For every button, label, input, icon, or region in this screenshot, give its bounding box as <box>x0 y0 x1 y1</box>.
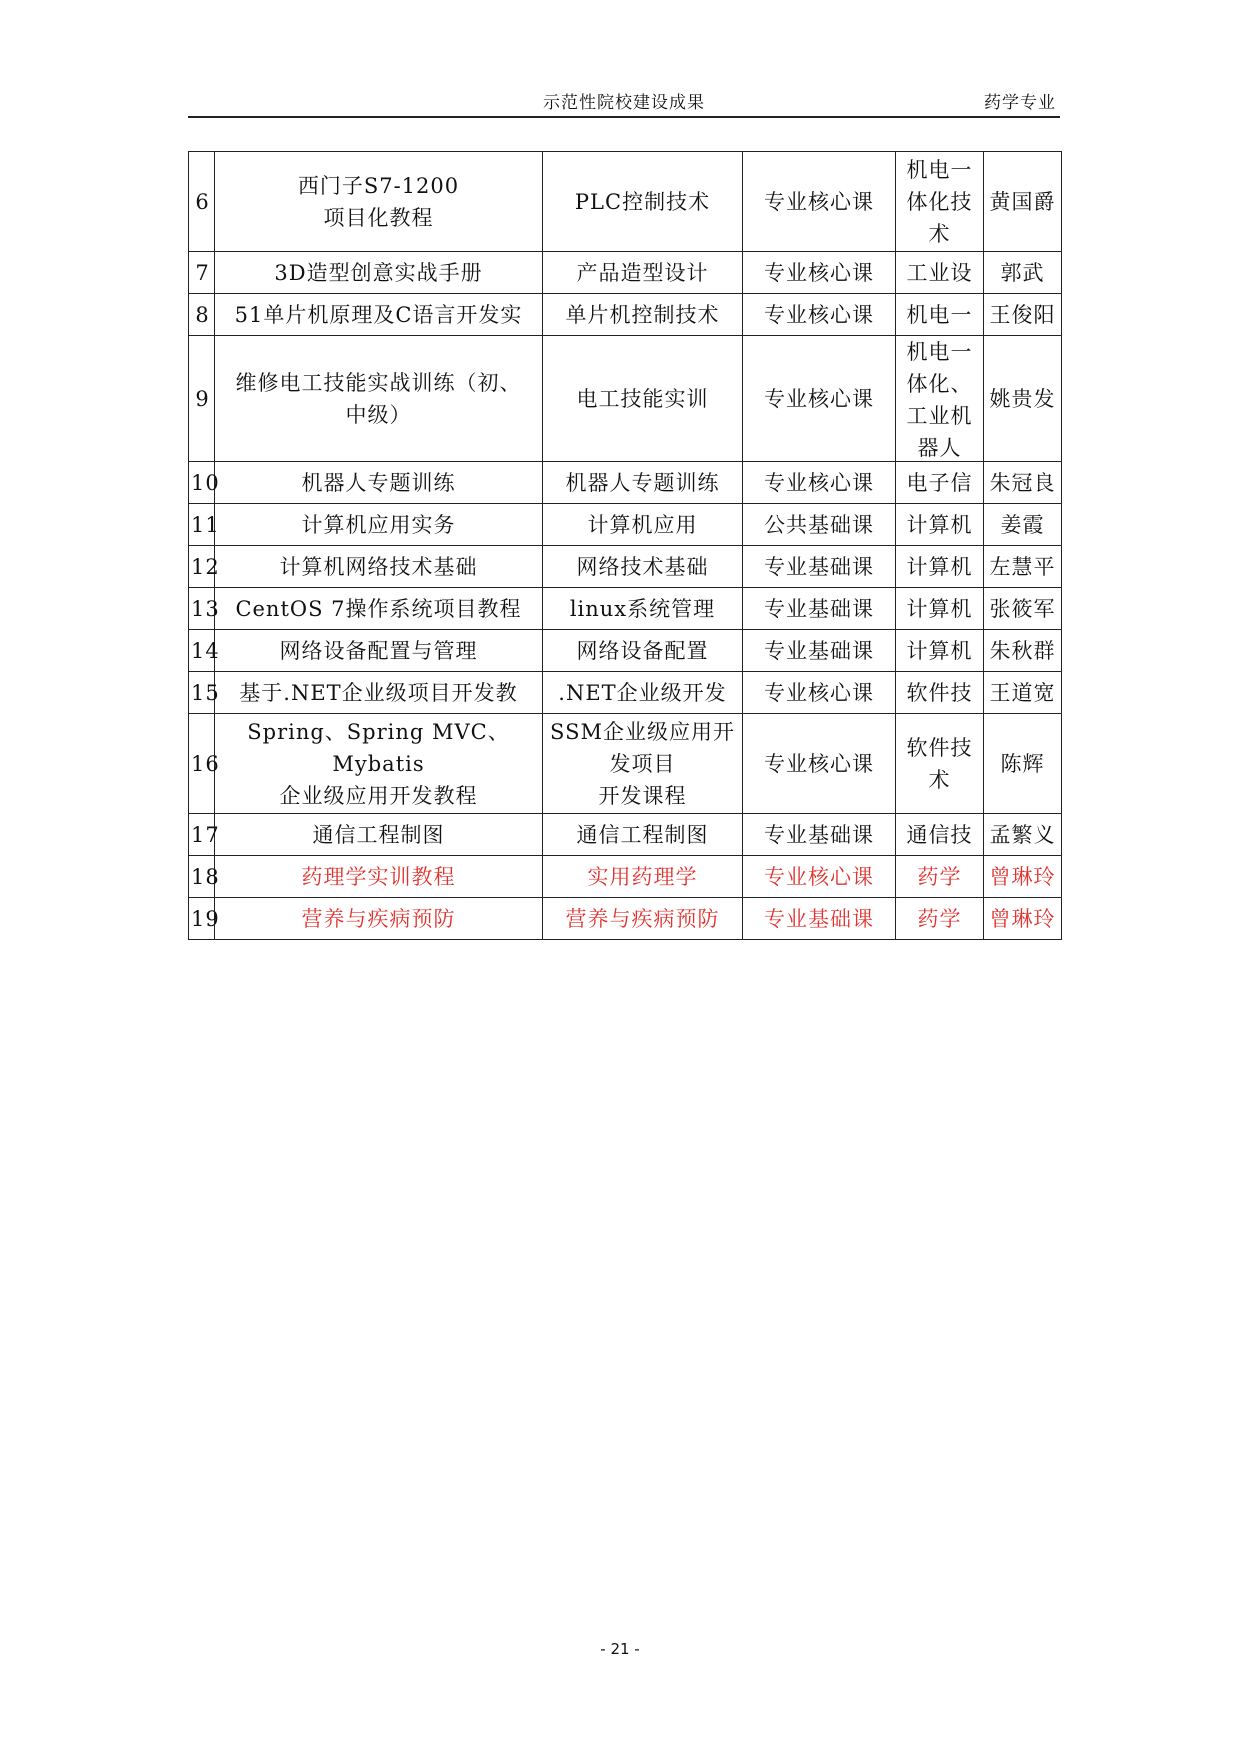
textbook-name-text: 营养与疾病预防 <box>301 906 456 931</box>
applicable-major-text: 计算机 <box>906 596 973 621</box>
course-type <box>743 252 896 294</box>
row-number <box>189 252 215 294</box>
table-row <box>189 294 1062 336</box>
course-type-text: 专业核心课 <box>764 189 874 214</box>
applicable-major <box>896 856 984 898</box>
applicable-major <box>896 252 984 294</box>
editor-name-text: 曾琳玲 <box>989 906 1056 931</box>
row-number-text: 13 <box>191 596 220 621</box>
textbook-name-text: 计算机应用实务 <box>301 512 456 537</box>
course-name <box>543 252 743 294</box>
applicable-major <box>896 546 984 588</box>
textbook-name-text: 3D造型创意实战手册 <box>274 260 483 285</box>
editor-name-text: 黄国爵 <box>989 189 1056 214</box>
textbook-name-text: 基于.NET企业级项目开发教 <box>239 680 518 705</box>
row-number-text: 18 <box>191 864 220 889</box>
editor-name <box>984 898 1062 940</box>
textbook-name <box>215 588 543 630</box>
row-number-text: 7 <box>195 260 210 285</box>
course-name <box>543 504 743 546</box>
textbook-name-text: 51单片机原理及C语言开发实 <box>234 302 523 327</box>
textbook-name-text: 通信工程制图 <box>312 822 445 847</box>
row-number <box>189 814 220 856</box>
course-name-text: 网络设备配置 <box>576 638 709 663</box>
course-type-text: 专业核心课 <box>764 470 874 495</box>
course-type <box>743 152 896 252</box>
applicable-major-text: 计算机 <box>906 512 973 537</box>
course-type <box>743 294 896 336</box>
applicable-major-text: 计算机 <box>906 638 973 663</box>
applicable-major-text: 电子信 <box>906 470 973 495</box>
page-header <box>188 82 1060 118</box>
applicable-major-text: 软件技 <box>906 680 973 705</box>
textbook-name-text: 西门子S7-1200 项目化教程 <box>297 173 460 230</box>
row-number <box>189 588 220 630</box>
editor-name-text: 朱秋群 <box>989 638 1056 663</box>
table-row <box>189 504 1062 546</box>
editor-name <box>984 814 1062 856</box>
editor-name-text: 孟繁义 <box>989 822 1056 847</box>
textbook-name <box>215 898 543 940</box>
table-row <box>189 588 1062 630</box>
applicable-major <box>896 714 984 814</box>
course-name <box>543 856 743 898</box>
applicable-major-text: 机电一 <box>906 302 973 327</box>
textbook-name <box>215 294 543 336</box>
page-number: - 21 - <box>600 1640 640 1658</box>
textbook-table-body <box>189 152 1062 940</box>
row-number-text: 9 <box>195 386 210 411</box>
table-row <box>189 856 1062 898</box>
textbook-name <box>215 814 543 856</box>
course-name <box>543 546 743 588</box>
editor-name <box>984 504 1062 546</box>
applicable-major <box>896 630 984 672</box>
row-number-text: 11 <box>191 512 220 537</box>
applicable-major-text: 机电一 体化技 术 <box>906 157 973 246</box>
textbook-name <box>215 152 543 252</box>
editor-name <box>984 462 1062 504</box>
course-type-text: 专业基础课 <box>764 906 874 931</box>
row-number <box>189 504 220 546</box>
course-name <box>543 152 743 252</box>
textbook-name <box>215 462 543 504</box>
course-type <box>743 504 896 546</box>
course-type <box>743 588 896 630</box>
textbook-name <box>215 630 543 672</box>
row-number <box>189 336 215 462</box>
course-type-text: 专业核心课 <box>764 680 874 705</box>
row-number <box>189 856 220 898</box>
course-type-text: 专业核心课 <box>764 751 874 776</box>
textbook-name-text: 维修电工技能实战训练（初、 中级） <box>235 370 522 427</box>
applicable-major-text: 机电一 体化、 工业机 器人 <box>906 340 973 460</box>
row-number-text: 14 <box>191 638 220 663</box>
row-number <box>189 462 220 504</box>
applicable-major <box>896 588 984 630</box>
textbook-name-text: Spring、Spring MVC、Mybatis 企业级应用开发教程 <box>247 719 510 808</box>
table-row <box>189 546 1062 588</box>
row-number-text: 10 <box>191 470 220 495</box>
course-name <box>543 462 743 504</box>
textbook-name <box>215 714 543 814</box>
course-name-text: PLC控制技术 <box>574 189 711 214</box>
editor-name <box>984 630 1062 672</box>
row-number <box>189 546 220 588</box>
row-number <box>189 630 220 672</box>
course-name-text: .NET企业级开发 <box>558 680 727 705</box>
course-name-text: 实用药理学 <box>587 864 698 889</box>
row-number-text: 15 <box>191 680 220 705</box>
section-label: 药学专业 <box>984 93 1056 113</box>
editor-name <box>984 252 1062 294</box>
row-number-text: 16 <box>191 751 220 776</box>
editor-name-text: 张筱军 <box>989 596 1056 621</box>
course-type <box>743 898 896 940</box>
course-type <box>743 336 896 462</box>
course-type-text: 专业核心课 <box>764 386 874 411</box>
editor-name-text: 陈辉 <box>1000 751 1045 776</box>
textbook-name <box>215 856 543 898</box>
applicable-major <box>896 504 984 546</box>
applicable-major <box>896 814 984 856</box>
applicable-major-text: 药学 <box>917 864 962 889</box>
course-name <box>543 814 743 856</box>
course-name <box>543 898 743 940</box>
course-name-text: 产品造型设计 <box>576 260 709 285</box>
applicable-major <box>896 294 984 336</box>
applicable-major-text: 药学 <box>917 906 962 931</box>
course-type-text: 公共基础课 <box>764 512 874 537</box>
row-number <box>189 672 220 714</box>
textbook-name-text: 计算机网络技术基础 <box>279 554 478 579</box>
editor-name-text: 曾琳玲 <box>989 864 1056 889</box>
editor-name <box>984 294 1062 336</box>
table-row <box>189 152 1062 252</box>
row-number-text: 6 <box>195 189 210 214</box>
table-row <box>189 252 1062 294</box>
textbook-name <box>215 336 543 462</box>
course-name-text: 营养与疾病预防 <box>565 906 720 931</box>
table-row <box>189 462 1062 504</box>
applicable-major-text: 计算机 <box>906 554 973 579</box>
table-row <box>189 714 1062 814</box>
editor-name-text: 王道宽 <box>989 680 1056 705</box>
course-name <box>543 588 743 630</box>
editor-name-text: 郭武 <box>1000 260 1045 285</box>
course-type-text: 专业基础课 <box>764 596 874 621</box>
course-type <box>743 546 896 588</box>
textbook-table <box>188 151 1062 940</box>
applicable-major <box>896 336 984 462</box>
course-name <box>543 714 743 814</box>
textbook-name-text: 网络设备配置与管理 <box>279 638 478 663</box>
editor-name <box>984 672 1062 714</box>
row-number-text: 8 <box>195 302 210 327</box>
course-name <box>543 672 743 714</box>
editor-name <box>984 336 1062 462</box>
course-name-text: 机器人专题训练 <box>565 470 720 495</box>
textbook-name <box>215 252 543 294</box>
editor-name-text: 姜霞 <box>1000 512 1045 537</box>
editor-name <box>984 856 1062 898</box>
textbook-name <box>215 672 543 714</box>
course-type <box>743 814 896 856</box>
row-number-text: 17 <box>191 822 220 847</box>
course-type <box>743 856 896 898</box>
course-name <box>543 336 743 462</box>
row-number-text: 12 <box>191 554 220 579</box>
textbook-name-text: 机器人专题训练 <box>301 470 456 495</box>
course-type <box>743 462 896 504</box>
course-type <box>743 672 896 714</box>
table-row <box>189 814 1062 856</box>
course-type <box>743 630 896 672</box>
editor-name <box>984 588 1062 630</box>
editor-name-text: 姚贵发 <box>989 386 1056 411</box>
table-row <box>189 898 1062 940</box>
course-type-text: 专业核心课 <box>764 260 874 285</box>
row-number <box>189 294 215 336</box>
course-name-text: 单片机控制技术 <box>565 302 720 327</box>
course-name <box>543 294 743 336</box>
editor-name-text: 左慧平 <box>989 554 1056 579</box>
applicable-major <box>896 462 984 504</box>
course-name-text: 网络技术基础 <box>576 554 709 579</box>
editor-name <box>984 714 1062 814</box>
course-name-text: 电工技能实训 <box>576 386 709 411</box>
applicable-major-text: 通信技 <box>906 822 973 847</box>
table-row <box>189 630 1062 672</box>
textbook-name-text: 药理学实训教程 <box>301 864 456 889</box>
course-type <box>743 714 896 814</box>
textbook-name-text: CentOS 7操作系统项目教程 <box>235 596 522 621</box>
editor-name-text: 王俊阳 <box>989 302 1056 327</box>
course-name-text: linux系统管理 <box>569 596 716 621</box>
editor-name <box>984 546 1062 588</box>
document-title: 示范性院校建设成果 <box>543 93 705 113</box>
applicable-major <box>896 152 984 252</box>
course-name-text: 计算机应用 <box>587 512 698 537</box>
course-type-text: 专业基础课 <box>764 822 874 847</box>
course-name <box>543 630 743 672</box>
course-type-text: 专业核心课 <box>764 864 874 889</box>
row-number <box>189 152 215 252</box>
course-name-text: SSM企业级应用开 发项目 开发课程 <box>550 719 735 808</box>
editor-name-text: 朱冠良 <box>989 470 1056 495</box>
row-number <box>189 714 220 814</box>
course-type-text: 专业基础课 <box>764 554 874 579</box>
editor-name <box>984 152 1062 252</box>
table-row <box>189 336 1062 462</box>
applicable-major <box>896 898 984 940</box>
course-type-text: 专业基础课 <box>764 638 874 663</box>
row-number-text: 19 <box>191 906 220 931</box>
textbook-name <box>215 546 543 588</box>
row-number <box>189 898 220 940</box>
applicable-major-text: 工业设 <box>906 260 973 285</box>
applicable-major <box>896 672 984 714</box>
course-name-text: 通信工程制图 <box>576 822 709 847</box>
applicable-major-text: 软件技 术 <box>906 735 973 792</box>
textbook-name <box>215 504 543 546</box>
table-row <box>189 672 1062 714</box>
course-type-text: 专业核心课 <box>764 302 874 327</box>
